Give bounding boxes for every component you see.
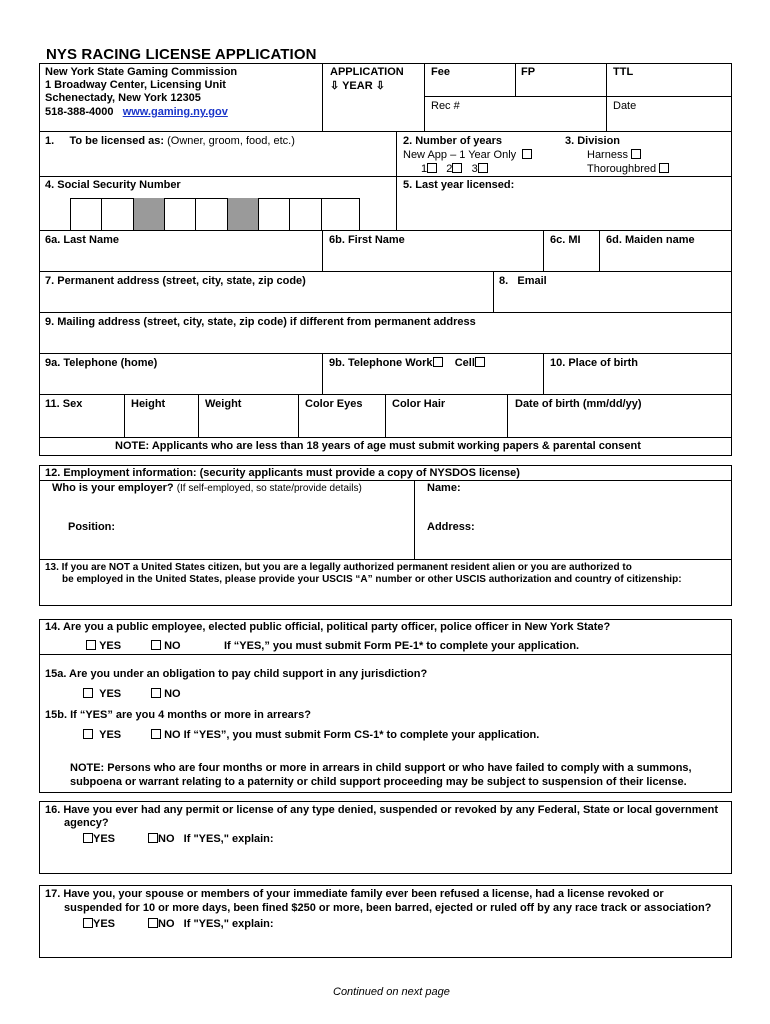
- q2-new-app: New App – 1 Year Only: [403, 149, 532, 161]
- rule: [39, 559, 731, 560]
- q15b-yes-option: YES: [83, 729, 121, 741]
- rule: [39, 480, 731, 481]
- ssn-box-divider: [359, 198, 360, 230]
- q15a-yes-option: YES: [83, 688, 121, 700]
- rule: [39, 801, 40, 874]
- q17-no-checkbox[interactable]: [148, 918, 158, 928]
- rule: [298, 394, 299, 437]
- harness-checkbox[interactable]: [631, 149, 641, 159]
- child-support-note-line2: subpoena or warrant relating to a paternity or child support proceeding may be subject to suspension of their license.: [70, 776, 687, 788]
- q17-yes-option: YES: [83, 918, 115, 930]
- height-label: Height: [131, 398, 166, 410]
- employer-label: Who is your employer? (If self-employed, so state/provide details): [52, 482, 362, 494]
- rule: [39, 873, 731, 874]
- eye-color-label: Color Eyes: [305, 398, 363, 410]
- position-label: Position:: [68, 521, 116, 533]
- q15a-yes-checkbox[interactable]: [83, 688, 93, 698]
- dob-label: Date of birth (mm/dd/yy): [515, 398, 642, 410]
- rule: [124, 394, 125, 437]
- q15b-no-option: NO If “YES”, you must submit Form CS-1* to complete your application.: [151, 729, 539, 741]
- rule: [39, 619, 731, 620]
- rule: [39, 792, 731, 793]
- last-name-label: 6a. Last Name: [45, 234, 119, 246]
- rule: [322, 230, 323, 271]
- citizenship-question-line2: be employed in the United States, please provide your USCIS “A” number or other USCIS authorization and country of citizenship:: [62, 574, 682, 585]
- rule: [606, 63, 607, 132]
- rule: [39, 654, 731, 655]
- ssn-separator: [227, 198, 258, 230]
- rule: [39, 63, 40, 132]
- work-phone-label: 9b. Telephone Work Cell: [329, 357, 485, 369]
- date-label: Date: [613, 100, 637, 112]
- ssn-box-divider: [70, 198, 71, 230]
- rule: [39, 230, 731, 231]
- q17-no-option: NO If "YES," explain:: [148, 918, 274, 930]
- rule: [39, 131, 731, 132]
- rule: [39, 465, 731, 466]
- rule: [731, 63, 732, 132]
- rule: [731, 230, 732, 456]
- fee-label: Fee: [431, 66, 450, 78]
- q2-label: 2. Number of years: [403, 135, 503, 147]
- rule: [39, 312, 731, 313]
- q14-yes-checkbox[interactable]: [86, 640, 96, 650]
- ssn-box-top: [70, 198, 359, 199]
- rule: [515, 63, 516, 96]
- mi-label: 6c. MI: [550, 234, 581, 246]
- work-phone-checkbox[interactable]: [433, 357, 443, 367]
- rule: [543, 353, 544, 394]
- ssn-separator: [133, 198, 164, 230]
- q14-no-checkbox[interactable]: [151, 640, 161, 650]
- q15a-no-option: NO: [151, 688, 181, 700]
- q17-yes-checkbox[interactable]: [83, 918, 93, 928]
- rule: [731, 654, 732, 793]
- rule: [731, 619, 732, 655]
- rule: [39, 465, 40, 606]
- agency-phone-line: [45, 106, 228, 118]
- citizenship-question-line1: 13. If you are NOT a United States citizen, but you are a legally authorized permanent resident alien or you are authorized to: [45, 562, 632, 573]
- q2-years-options: 1 2 3: [421, 163, 488, 175]
- ssn-box-divider: [195, 198, 196, 230]
- rule: [39, 885, 731, 886]
- public-employee-question: 14. Are you a public employee, elected public official, political party officer, police officer in New York State?: [45, 621, 611, 633]
- years-1-checkbox[interactable]: [427, 163, 437, 173]
- agency-address-line1: 1 Broadway Center, Licensing Unit: [45, 79, 226, 91]
- years-3-checkbox[interactable]: [478, 163, 488, 173]
- agency-address-line2: Schenectady, New York 12305: [45, 92, 201, 104]
- q15a-no-checkbox[interactable]: [151, 688, 161, 698]
- family-refused-question-line2: suspended for 10 or more days, been fined $250 or more, been barred, ejected or ruled off by any race track or association?: [64, 902, 712, 914]
- rule: [731, 131, 732, 231]
- first-name-label: 6b. First Name: [329, 234, 405, 246]
- rule: [385, 394, 386, 437]
- child-support-question: 15a. Are you under an obligation to pay child support in any jurisdiction?: [45, 668, 428, 680]
- q16-yes-option: YES: [83, 833, 115, 845]
- application-label: APPLICATION: [330, 66, 404, 78]
- agency-name: New York State Gaming Commission: [45, 66, 238, 78]
- permanent-address-label: 7. Permanent address (street, city, state, zip code): [45, 275, 306, 287]
- rule: [424, 96, 731, 97]
- rule: [39, 131, 40, 231]
- place-of-birth-label: 10. Place of birth: [550, 357, 639, 369]
- rule: [731, 465, 732, 606]
- agency-website-link[interactable]: www.gaming.ny.gov: [122, 106, 228, 118]
- rule: [39, 957, 731, 958]
- home-phone-label: 9a. Telephone (home): [45, 357, 158, 369]
- maiden-name-label: 6d. Maiden name: [606, 234, 695, 246]
- continued-note: Continued on next page: [333, 986, 450, 998]
- rule: [39, 63, 731, 64]
- year-label: ⇩ YEAR ⇩: [330, 80, 385, 92]
- rule: [39, 801, 731, 802]
- ssn-box-divider: [289, 198, 290, 230]
- q15b-yes-checkbox[interactable]: [83, 729, 93, 739]
- q4-label: 4. Social Security Number: [45, 179, 181, 191]
- ssn-box-divider: [133, 198, 134, 230]
- email-label: 8. Email: [499, 275, 547, 287]
- rule: [396, 131, 397, 231]
- q5-label: 5. Last year licensed:: [403, 179, 515, 191]
- thoroughbred-checkbox[interactable]: [659, 163, 669, 173]
- license-denied-question-line1: 16. Have you ever had any permit or license of any type denied, suspended or revoked by any Federal, State or local government: [45, 804, 719, 816]
- rule: [322, 353, 323, 394]
- rule: [322, 63, 323, 132]
- rule: [39, 619, 40, 655]
- q14-no-option: NO: [151, 640, 181, 652]
- fp-label: FP: [521, 66, 536, 78]
- rule: [39, 605, 731, 606]
- rule: [493, 271, 494, 312]
- rule: [39, 455, 731, 456]
- q16-no-checkbox[interactable]: [148, 833, 158, 843]
- employer-name-label: Name:: [427, 482, 461, 494]
- new-app-checkbox[interactable]: [522, 149, 532, 159]
- cell-phone-checkbox[interactable]: [475, 357, 485, 367]
- rule: [507, 394, 508, 437]
- employment-label: 12. Employment information: (security applicants must provide a copy of NYSDOS license): [45, 467, 520, 479]
- q15b-no-checkbox[interactable]: [151, 729, 161, 739]
- rule: [39, 271, 731, 272]
- rule: [424, 63, 425, 132]
- q16-no-option: NO If "YES," explain:: [148, 833, 274, 845]
- ssn-box-divider: [321, 198, 322, 230]
- ssn-box-divider: [101, 198, 102, 230]
- rule: [599, 230, 600, 271]
- q1-label: 1. To be licensed as: (Owner, groom, food, etc.): [45, 135, 295, 147]
- rule: [39, 230, 40, 456]
- q16-yes-checkbox[interactable]: [83, 833, 93, 843]
- rec-label: Rec #: [431, 100, 460, 112]
- rule: [731, 885, 732, 958]
- q3-thoroughbred: Thoroughbred: [587, 163, 669, 175]
- license-denied-question-line2: agency?: [64, 817, 109, 829]
- minor-note: NOTE: Applicants who are less than 18 years of age must submit working papers & parental consent: [115, 440, 641, 452]
- ssn-box-divider: [227, 198, 228, 230]
- ssn-box-divider: [164, 198, 165, 230]
- child-support-note-line1: NOTE: Persons who are four months or more in arrears in child support or who have failed to comply with a summons,: [70, 762, 692, 774]
- weight-label: Weight: [205, 398, 242, 410]
- rule: [39, 654, 40, 793]
- arrears-question: 15b. If “YES” are you 4 months or more in arrears?: [45, 709, 311, 721]
- rule: [414, 480, 415, 559]
- hair-color-label: Color Hair: [392, 398, 446, 410]
- rule: [731, 801, 732, 874]
- years-2-checkbox[interactable]: [452, 163, 462, 173]
- employer-address-label: Address:: [427, 521, 475, 533]
- rule: [198, 394, 199, 437]
- rule: [39, 437, 731, 438]
- rule: [39, 353, 731, 354]
- ssn-box-divider: [258, 198, 259, 230]
- family-refused-question-line1: 17. Have you, your spouse or members of your immediate family ever been refused a license, had a license revoked or: [45, 888, 664, 900]
- mailing-address-label: 9. Mailing address (street, city, state, zip code) if different from permanent address: [45, 316, 476, 328]
- agency-phone: 518-388-4000: [45, 106, 114, 118]
- q3-harness: Harness: [587, 149, 641, 161]
- q14-note: If “YES,” you must submit Form PE-1* to complete your application.: [224, 640, 580, 652]
- rule: [39, 885, 40, 958]
- rule: [39, 176, 731, 177]
- ttl-label: TTL: [613, 66, 634, 78]
- q3-label: 3. Division: [565, 135, 621, 147]
- q14-yes-option: YES: [86, 640, 121, 652]
- sex-label: 11. Sex: [45, 398, 83, 410]
- page-title: NYS RACING LICENSE APPLICATION: [46, 46, 317, 63]
- rule: [543, 230, 544, 271]
